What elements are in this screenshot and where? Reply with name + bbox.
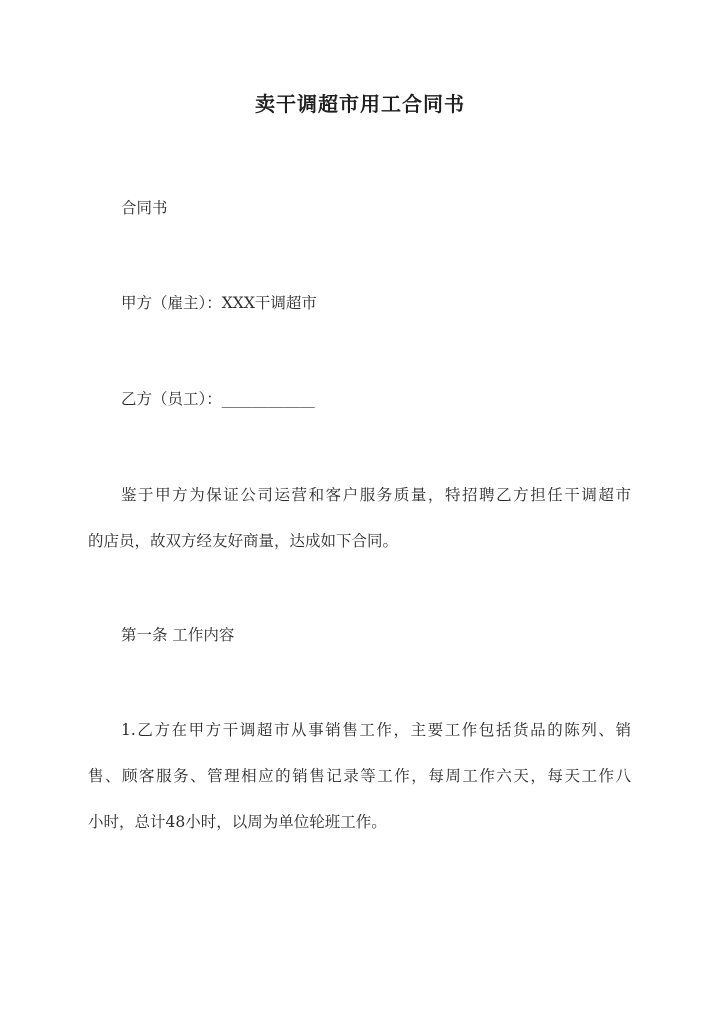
party-b-line — [121, 388, 315, 410]
clause-1-line-3: 小时，总计48小时，以周为单位轮班工作。 — [88, 813, 387, 831]
clause-1-line-1: 1.乙方在甲方干调超市从事销售工作，主要工作包括货品的陈列、销 — [121, 721, 631, 739]
clause-1-line-2: 售、顾客服务、管理相应的销售记录等工作，每周工作六天，每天工作八 — [88, 767, 631, 785]
preamble-line-1: 鉴于甲方为保证公司运营和客户服务质量，特招聘乙方担任干调超市 — [121, 486, 631, 504]
preamble-line-2: 的店员，故双方经友好商量，达成如下合同。 — [88, 532, 399, 550]
contract-heading: 合同书 — [121, 199, 168, 217]
party-b-label: 乙方（员工）： — [121, 390, 222, 408]
document-title: 卖干调超市用工合同书 — [255, 92, 465, 116]
party-a-line: 甲方（雇主）：XXX干调超市 — [121, 294, 317, 312]
article-1-heading: 第一条 工作内容 — [121, 626, 235, 644]
party-b-blank: ____________ — [221, 390, 315, 408]
